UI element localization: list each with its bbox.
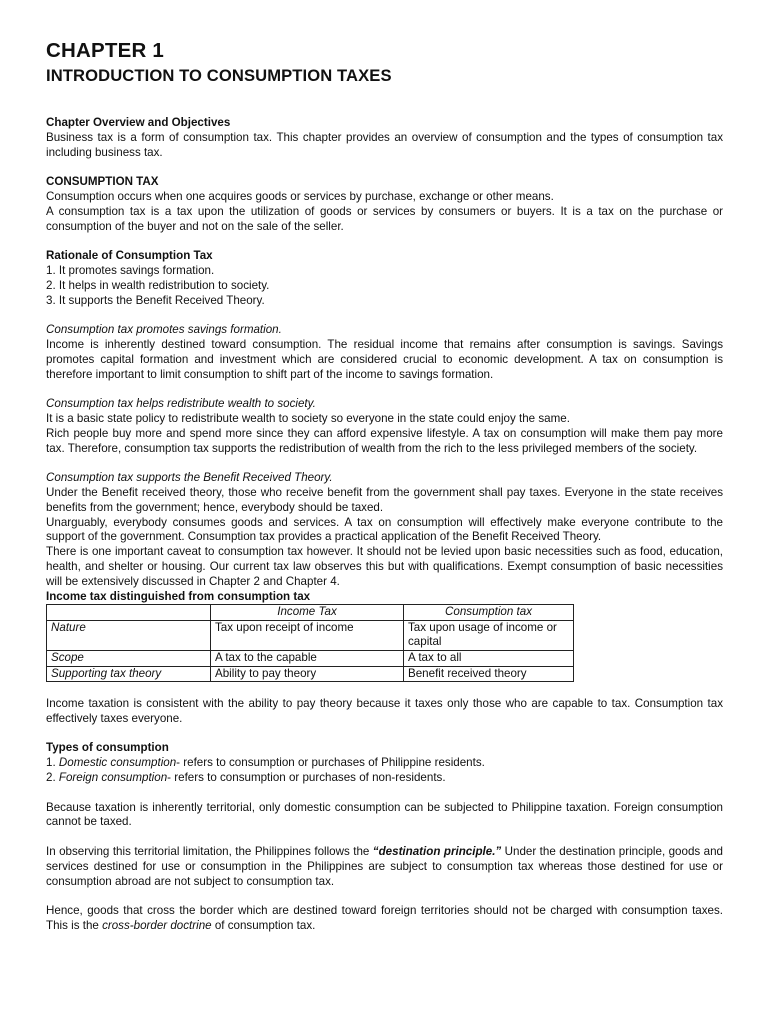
territorial-text: Because taxation is inherently territorial, only domestic consumption can be subjected to Philippine taxation. Foreign consumption cannot be taxed. <box>46 800 723 829</box>
crossborder-term: cross-border doctrine <box>102 919 212 933</box>
destination-rest: Under the destination principle, goods and services destined for use or consumption in the Philippines are subject to consumption tax whereas those destined for use or consumption abroad are not subject to consumption tax. <box>46 845 723 888</box>
chapter-number: CHAPTER 1 <box>46 39 164 62</box>
table-header-row <box>47 605 574 621</box>
table-cell: Ability to pay theory <box>211 666 404 682</box>
destination-text <box>46 845 723 889</box>
type-domestic <box>46 756 723 771</box>
crossborder-text <box>46 904 723 934</box>
table-row <box>47 651 574 667</box>
table-row <box>47 666 574 682</box>
table-cell: A tax to the capable <box>211 651 404 667</box>
table-row <box>47 620 574 650</box>
benefit-text: There is one important caveat to consumption tax however. It should not be levied upon basic necessities such as food, education, health, and shelter or housing. Our current tax law observes this but with qualifications. Exempt consumption of basic necessities will be extensively discussed in Chapter 2 and Chapter 4. <box>46 545 723 588</box>
redistribute-text: It is a basic state policy to redistribute wealth to society so everyone in the state could enjoy the same. <box>46 411 570 425</box>
rationale-item: 2. It helps in wealth redistribution to society. <box>46 278 270 292</box>
type-foreign <box>46 771 723 786</box>
overview-text: Business tax is a form of consumption tax. This chapter provides an overview of consumption and the types of consumption tax including business tax. <box>46 130 723 159</box>
benefit-heading: Consumption tax supports the Benefit Received Theory. <box>46 471 333 485</box>
type-term: Foreign consumption <box>58 771 168 785</box>
table-cell: Tax upon usage of income or capital <box>404 620 574 650</box>
type-term: Domestic consumption <box>58 756 177 770</box>
comparison-note: Income taxation is consistent with the ability to pay theory because it taxes only those who are capable to tax. Consumption tax effectively taxes everyone. <box>46 697 723 725</box>
rationale-heading: Rationale of Consumption Tax <box>46 249 213 263</box>
overview-heading: Chapter Overview and Objectives <box>46 116 231 129</box>
rationale-item: 3. It supports the Benefit Received Theory. <box>46 293 265 307</box>
destination-term: “destination principle.” <box>372 845 502 859</box>
document-body <box>46 116 723 934</box>
type-description: - refers to consumption or purchases of non-residents. <box>167 771 446 785</box>
savings-text: Income is inherently destined toward consumption. The residual income that remains after consumption is savings. Savings promotes capital formation and investment which are considered crucial to economic development. A tax on consumption is therefore important to limit consumption to shift part of the income to savings formation. <box>46 337 723 381</box>
table-row-label: Scope <box>47 651 211 667</box>
consumption-tax-definition: A consumption tax is a tax upon the utilization of goods or services by consumers or buyers. It is a tax on the purchase or consumption of the buyer and not on the sale of the seller. <box>46 204 723 233</box>
consumption-tax-heading: CONSUMPTION TAX <box>46 175 159 189</box>
destination-lead: In observing this territorial limitation, the Philippines follows the <box>46 845 373 859</box>
types-heading: Types of consumption <box>46 741 169 755</box>
crossborder-lead: Hence, goods that cross the border which are destined toward foreign territories should not be charged with consumption taxes. This is the <box>46 904 723 933</box>
document-page <box>46 38 723 934</box>
crossborder-rest: of consumption tax. <box>211 919 316 933</box>
table-cell: A tax to all <box>404 651 574 667</box>
table-row-label: Supporting tax theory <box>47 666 211 682</box>
type-number: 1. <box>46 756 59 770</box>
redistribute-heading: Consumption tax helps redistribute wealth to society. <box>46 397 316 411</box>
table-header-cell <box>47 605 211 621</box>
consumption-definition: Consumption occurs when one acquires goods or services by purchase, exchange or other means. <box>46 189 554 203</box>
type-number: 2. <box>46 771 59 785</box>
comparison-table <box>46 604 574 682</box>
table-cell: Benefit received theory <box>404 666 574 682</box>
savings-heading: Consumption tax promotes savings formation. <box>46 323 282 337</box>
table-cell: Tax upon receipt of income <box>211 620 404 650</box>
benefit-text: Unarguably, everybody consumes goods and services. A tax on consumption will effectively make everyone contribute to the support of the government. Consumption tax provides a practical application of the Benefit Received Theory. <box>46 515 723 544</box>
type-description: - refers to consumption or purchases of Philippine residents. <box>176 756 485 770</box>
comparison-heading: Income tax distinguished from consumption tax <box>46 589 311 603</box>
chapter-title: INTRODUCTION TO CONSUMPTION TAXES <box>46 66 392 85</box>
table-header-cell: Income Tax <box>211 605 404 621</box>
redistribute-text: Rich people buy more and spend more since they can afford expensive lifestyle. A tax on consumption will make them pay more tax. Therefore, consumption tax supports the redistribution of wealth from the rich to the less privileged members of the society. <box>46 426 723 455</box>
benefit-text: Under the Benefit received theory, those who receive benefit from the government shall pay taxes. Everyone in the state receives benefits from the government; hence, everybody should be taxed. <box>46 485 723 514</box>
table-row-label: Nature <box>47 620 211 650</box>
rationale-item: 1. It promotes savings formation. <box>46 263 215 277</box>
table-header-cell: Consumption tax <box>404 605 574 621</box>
